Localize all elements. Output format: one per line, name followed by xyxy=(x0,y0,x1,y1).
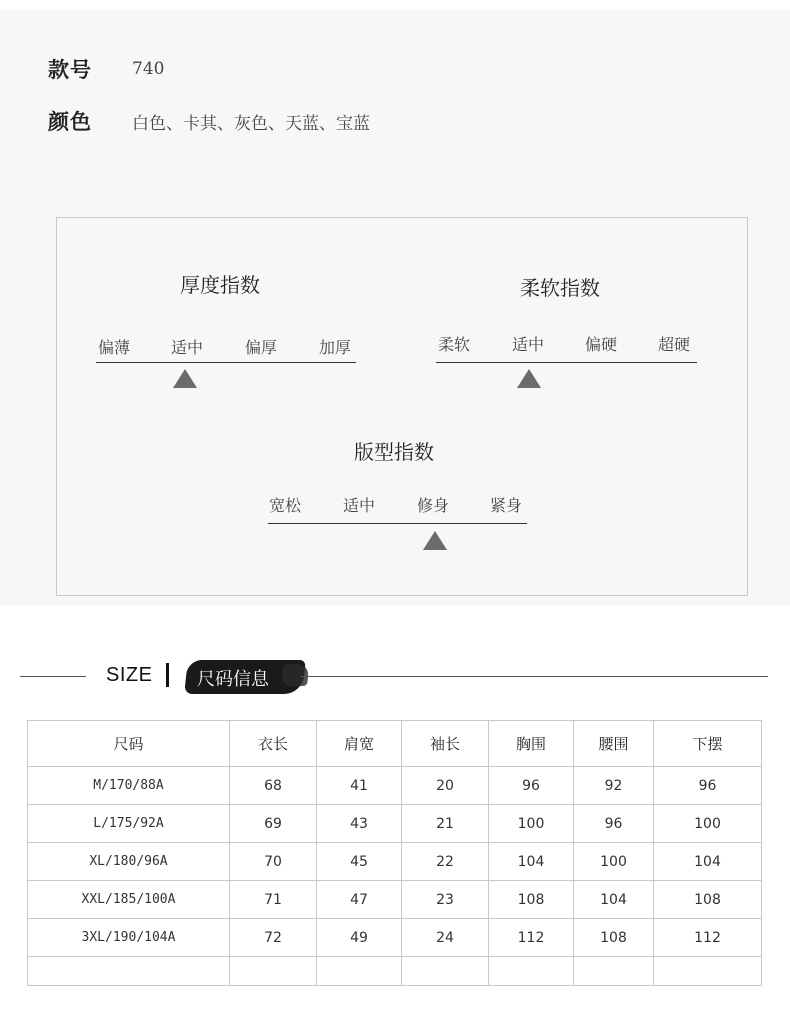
color-value: 白色、卡其、灰色、天蓝、宝蓝 xyxy=(132,113,370,134)
table-cell: 100 xyxy=(654,805,762,843)
table-cell: 104 xyxy=(489,843,574,881)
thickness-option: 偏厚 xyxy=(245,338,278,357)
table-row xyxy=(28,881,762,919)
table-cell: 47 xyxy=(317,881,402,919)
table-cell xyxy=(28,957,230,986)
table-cell: 96 xyxy=(654,767,762,805)
size-title-cn: 尺码信息 xyxy=(197,669,269,690)
table-cell: 49 xyxy=(317,919,402,957)
divider xyxy=(300,676,768,677)
table-cell xyxy=(402,957,489,986)
table-cell xyxy=(654,957,762,986)
style-number-row xyxy=(48,54,164,84)
table-cell: 72 xyxy=(230,919,317,957)
table-cell: 68 xyxy=(230,767,317,805)
table-cell: 96 xyxy=(489,767,574,805)
color-row xyxy=(48,106,370,136)
fit-indicator-icon xyxy=(423,531,447,550)
table-cell: 71 xyxy=(230,881,317,919)
divider xyxy=(166,663,169,687)
table-cell xyxy=(574,957,654,986)
softness-index-title: 柔软指数 xyxy=(520,276,600,300)
table-row xyxy=(28,767,762,805)
column-header: 胸围 xyxy=(489,721,574,767)
softness-option: 适中 xyxy=(512,335,545,354)
fit-option: 紧身 xyxy=(490,496,523,515)
table-cell: 108 xyxy=(489,881,574,919)
fit-option: 宽松 xyxy=(269,496,302,515)
size-cell: L/175/92A xyxy=(28,805,230,843)
fabric-index-box xyxy=(56,217,748,596)
thickness-option: 加厚 xyxy=(319,338,352,357)
size-cell: XXL/185/100A xyxy=(28,881,230,919)
table-cell: 23 xyxy=(402,881,489,919)
size-cell: XL/180/96A xyxy=(28,843,230,881)
table-cell: 104 xyxy=(654,843,762,881)
thickness-indicator-icon xyxy=(173,369,197,388)
softness-indicator-icon xyxy=(517,369,541,388)
table-cell: 108 xyxy=(654,881,762,919)
softness-option: 柔软 xyxy=(438,335,471,354)
table-header-row xyxy=(28,721,762,767)
table-cell: 41 xyxy=(317,767,402,805)
color-label: 颜色 xyxy=(48,110,92,134)
style-number-label: 款号 xyxy=(48,58,92,82)
table-cell: 92 xyxy=(574,767,654,805)
thickness-option: 适中 xyxy=(171,338,204,357)
table-cell: 112 xyxy=(654,919,762,957)
table-cell: 100 xyxy=(574,843,654,881)
table-cell: 70 xyxy=(230,843,317,881)
fit-scale-line xyxy=(268,523,527,524)
column-header: 下摆 xyxy=(654,721,762,767)
table-cell xyxy=(489,957,574,986)
table-row-empty xyxy=(28,957,762,986)
table-cell: 45 xyxy=(317,843,402,881)
column-header: 衣长 xyxy=(230,721,317,767)
column-header: 腰围 xyxy=(574,721,654,767)
table-cell: 108 xyxy=(574,919,654,957)
table-cell: 21 xyxy=(402,805,489,843)
table-cell: 100 xyxy=(489,805,574,843)
size-cell: 3XL/190/104A xyxy=(28,919,230,957)
table-cell: 24 xyxy=(402,919,489,957)
softness-option: 超硬 xyxy=(658,335,691,354)
table-row xyxy=(28,919,762,957)
divider xyxy=(20,676,86,677)
softness-option: 偏硬 xyxy=(585,335,618,354)
table-cell xyxy=(317,957,402,986)
column-header: 袖长 xyxy=(402,721,489,767)
table-cell: 69 xyxy=(230,805,317,843)
size-table xyxy=(27,720,762,986)
table-row xyxy=(28,805,762,843)
softness-scale-line xyxy=(436,362,697,363)
column-header: 尺码 xyxy=(28,721,230,767)
table-cell: 22 xyxy=(402,843,489,881)
thickness-scale-line xyxy=(96,362,356,363)
table-cell: 96 xyxy=(574,805,654,843)
table-cell: 112 xyxy=(489,919,574,957)
table-cell: 20 xyxy=(402,767,489,805)
thickness-option: 偏薄 xyxy=(98,338,131,357)
column-header: 肩宽 xyxy=(317,721,402,767)
fit-index-title: 版型指数 xyxy=(354,440,434,464)
size-section-header xyxy=(0,655,790,699)
thickness-index-title: 厚度指数 xyxy=(180,273,260,297)
size-cell: M/170/88A xyxy=(28,767,230,805)
table-cell xyxy=(230,957,317,986)
size-title-en: SIZE xyxy=(106,664,153,686)
table-cell: 43 xyxy=(317,805,402,843)
table-row xyxy=(28,843,762,881)
style-number-value: 740 xyxy=(132,59,165,79)
table-cell: 104 xyxy=(574,881,654,919)
fit-option: 修身 xyxy=(417,496,450,515)
fit-option: 适中 xyxy=(343,496,376,515)
